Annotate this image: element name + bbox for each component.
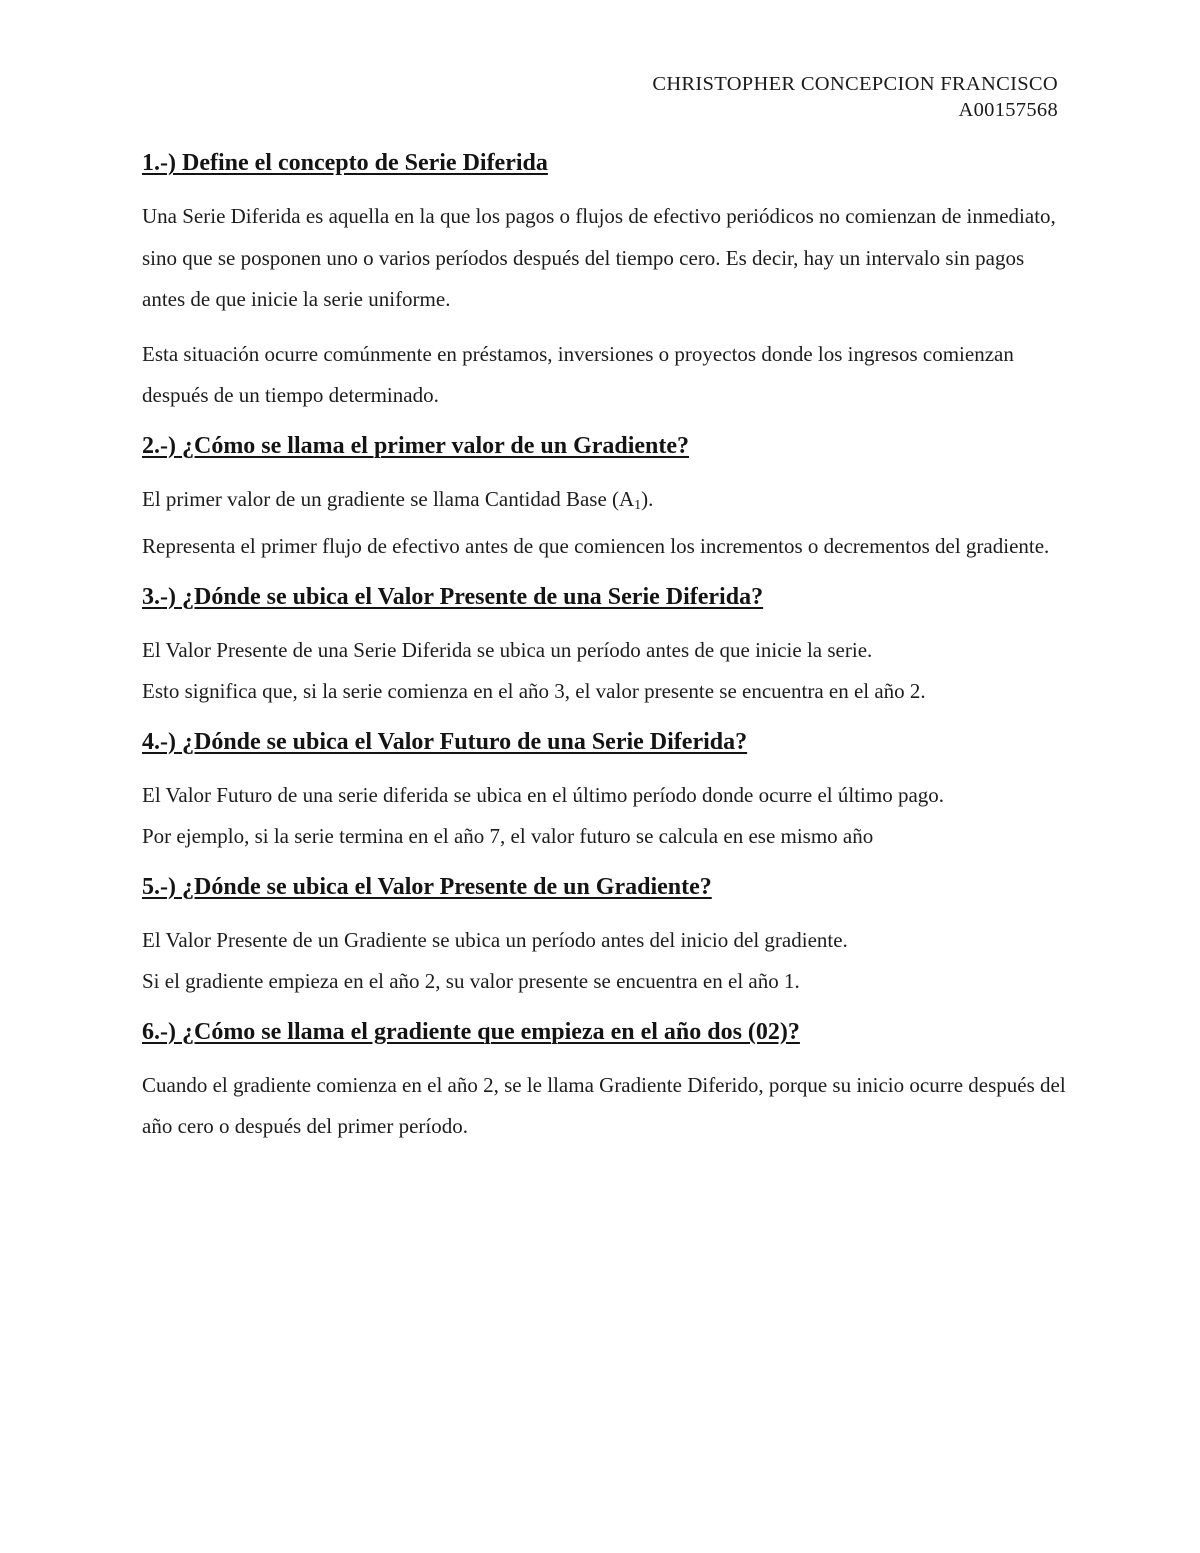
student-id: A00157568 [958, 99, 1058, 121]
answer-2-subscript: 1 [634, 497, 642, 513]
answer-4-paragraph [142, 775, 1067, 858]
answer-1-paragraph-1: Una Serie Diferida es aquella en la que los pagos o flujos de efectivo periódicos no comienzan de inmediato, sino que se posponen uno o varios períodos después del tiempo cero. Es decir, hay un intervalo sin pagos antes de que inicie la serie uniforme. [142, 204, 1056, 311]
answer-5-paragraph [142, 920, 1067, 1003]
section-3 [142, 581, 1067, 713]
answer-2-paragraph [142, 479, 1067, 568]
question-2-heading: 2.-) ¿Cómo se llama el primer valor de un Gradiente? [142, 432, 690, 459]
answer-4-line-2: Por ejemplo, si la serie termina en el año 7, el valor futuro se calcula en ese mismo año [142, 824, 874, 848]
question-4-heading: 4.-) ¿Dónde se ubica el Valor Futuro de una Serie Diferida? [142, 728, 748, 755]
question-6-heading: 6.-) ¿Cómo se llama el gradiente que empieza en el año dos (02)? [142, 1018, 800, 1045]
answer-2-line-1-end: ). [641, 486, 654, 511]
section-5 [142, 871, 1067, 1003]
answer-3-line-2: Esto significa que, si la serie comienza en el año 3, el valor presente se encuentra en el año 2. [142, 679, 926, 703]
answer-2-line-1: El primer valor de un gradiente se llama Cantidad Base (A [142, 486, 635, 511]
question-5-heading: 5.-) ¿Dónde se ubica el Valor Presente de un Gradiente? [142, 873, 712, 900]
section-2 [142, 430, 1067, 568]
author-name: CHRISTOPHER CONCEPCION FRANCISCO [652, 73, 1058, 95]
section-1 [142, 147, 1067, 417]
answer-3-paragraph [142, 630, 1067, 713]
answer-1-paragraph-2: Esta situación ocurre comúnmente en préstamos, inversiones o proyectos donde los ingresos comienzan después de un tiempo determinado. [142, 341, 1014, 407]
answer-2-line-2: Representa el primer flujo de efectivo antes de que comiencen los incrementos o decrementos del gradiente. [142, 534, 1050, 558]
answer-4-line-1: El Valor Futuro de una serie diferida se ubica en el último período donde ocurre el último pago. [142, 782, 945, 807]
answer-5-line-1: El Valor Presente de un Gradiente se ubica un período antes del inicio del gradiente. [142, 927, 848, 952]
section-6 [142, 1016, 1067, 1148]
document-body [142, 147, 1067, 1161]
section-4 [142, 726, 1067, 858]
answer-6-paragraph: Cuando el gradiente comienza en el año 2, se le llama Gradiente Diferido, porque su inicio ocurre después del año cero o después del primer período. [142, 1072, 1066, 1138]
answer-3-line-1: El Valor Presente de una Serie Diferida se ubica un período antes de que inicie la serie. [142, 637, 873, 662]
question-1-heading: 1.-) Define el concepto de Serie Diferida [142, 150, 548, 176]
answer-5-line-2: Si el gradiente empieza en el año 2, su valor presente se encuentra en el año 1. [142, 969, 800, 993]
author-header [652, 71, 1058, 123]
question-3-heading: 3.-) ¿Dónde se ubica el Valor Presente de una Serie Diferida? [142, 583, 764, 610]
